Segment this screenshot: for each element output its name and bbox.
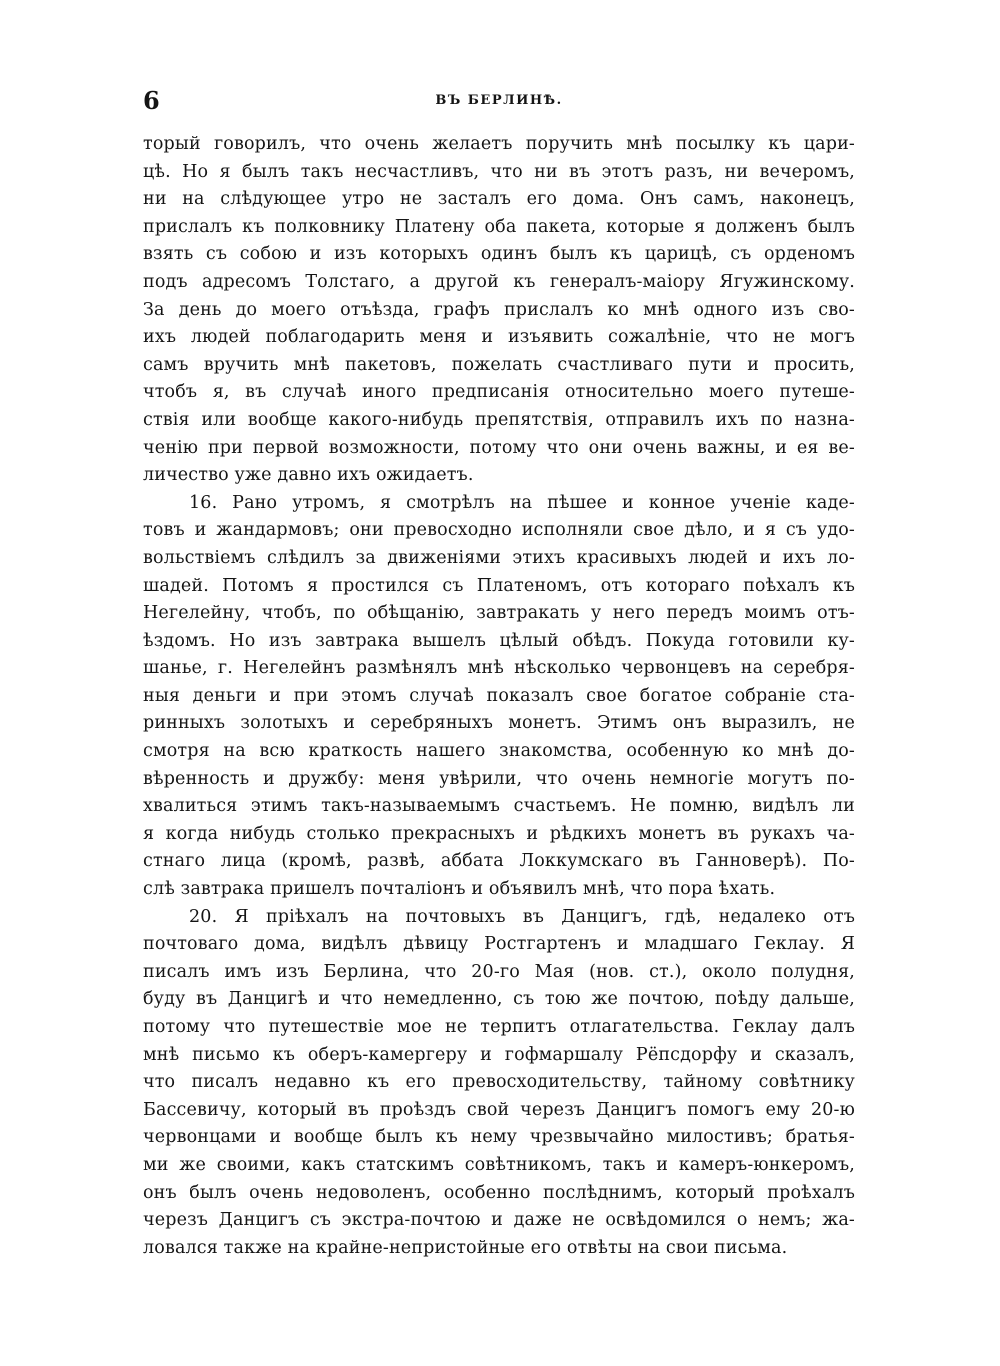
- text-line: что писалъ недавно къ его превосходительству, тайному совѣтнику: [143, 1072, 855, 1093]
- text-line: шадей. Потомъ я простился съ Платеномъ, отъ котораго поѣхалъ къ: [143, 575, 855, 596]
- paragraph: [143, 131, 855, 490]
- text-line: ихъ людей поблагодарить меня и изъявить сожалѣніе, что не могъ: [143, 327, 855, 348]
- paragraph: [143, 490, 855, 904]
- text-line: ченію при первой возможности, потому что они очень важны, и ея ве-: [143, 437, 855, 458]
- text-line: Негелейну, чтобъ, по обѣщанію, завтракать у него передъ моимъ отъ-: [143, 603, 855, 624]
- text-line: стнаго лица (кромѣ, развѣ, аббата Локкумскаго въ Ганноверѣ). По-: [143, 851, 855, 872]
- text-line: цѣ. Но я былъ такъ несчастливъ, что ни въ этотъ разъ, ни вечеромъ,: [143, 161, 855, 182]
- text-line: буду въ Данцигѣ и что немедленно, съ тою же почтою, поѣду дальше,: [143, 989, 855, 1010]
- text-line: ѣздомъ. Но изъ завтрака вышелъ цѣлый обѣдъ. Покуда готовили ку-: [143, 630, 855, 651]
- text-line: торый говорилъ, что очень желаетъ поручить мнѣ посылку къ цари-: [143, 134, 855, 154]
- text-line: товъ и жандармовъ; они превосходно исполняли свое дѣло, и я съ удо-: [143, 520, 855, 541]
- text-line: ринныхъ золотыхъ и серебряныхъ монетъ. Этимъ онъ выразилъ, не: [143, 713, 855, 734]
- text-line: черезъ Данцигъ съ экстра-почтою и даже не освѣдомился о немъ; жа-: [143, 1210, 855, 1231]
- paragraph: [143, 904, 855, 1263]
- text-line: червонцами и вообще былъ къ нему чрезвычайно милостивъ; братья-: [143, 1127, 855, 1148]
- text-line: За день до моего отъѣзда, графъ прислалъ ко мнѣ одного изъ сво-: [143, 299, 855, 320]
- text-line: ни на слѣдующее утро не засталъ его дома. Онъ самъ, наконецъ,: [143, 189, 855, 210]
- text-line: хвалиться этимъ такъ-называемымъ счастьемъ. Не помню, видѣлъ ли: [143, 796, 855, 817]
- text-line: ловался также на крайне-непристойные его отвѣты на свои письма.: [143, 1237, 788, 1258]
- text-line: ми же своими, какъ статскимъ совѣтникомъ, такъ и камеръ-юнкеромъ,: [143, 1154, 855, 1175]
- running-head: ВЪ БЕРЛИНѢ.: [435, 93, 563, 108]
- text-line: вольствіемъ слѣдилъ за движеніями этихъ красивыхъ людей и ихъ ло-: [143, 547, 855, 568]
- text-line: чтобъ я, въ случаѣ иного предписанія относительно моего путеше-: [143, 382, 855, 403]
- text-line: почтоваго дома, видѣлъ дѣвицу Ростгартенъ и младшаго Геклау. Я: [143, 934, 855, 955]
- text-line: смотря на всю краткость нашего знакомства, особенную ко мнѣ до-: [143, 741, 855, 762]
- text-line: шанье, г. Негелейнъ размѣнялъ мнѣ нѣсколько червонцевъ на серебря-: [143, 658, 855, 679]
- text-line: онъ былъ очень недоволенъ, особенно послѣднимъ, который проѣхалъ: [143, 1182, 855, 1203]
- text-line: мнѣ письмо къ оберъ-камергеру и гофмаршалу Рёпсдорфу и сказалъ,: [143, 1044, 855, 1065]
- text-line: подъ адресомъ Толстаго, а другой къ генералъ-маіору Ягужинскому.: [143, 271, 855, 292]
- text-line: слѣ завтрака пришелъ почталіонъ и объявилъ мнѣ, что пора ѣхать.: [143, 879, 776, 900]
- text-line: 20. Я пріѣхалъ на почтовыхъ въ Данцигъ, гдѣ, недалеко отъ: [189, 906, 855, 927]
- page-number: 6: [143, 86, 160, 115]
- body-text: [143, 131, 855, 1262]
- page-header: [143, 86, 855, 116]
- text-line: писалъ имъ изъ Берлина, что 20-го Мая (нов. ст.), около полудня,: [143, 961, 855, 982]
- text-line: самъ вручить мнѣ пакетовъ, пожелать счастливаго пути и просить,: [143, 354, 855, 375]
- text-line: 16. Рано утромъ, я смотрѣлъ на пѣшее и конное ученіе каде-: [189, 492, 855, 513]
- text-line: ныя деньги и при этомъ случаѣ показалъ свое богатое собраніе ста-: [143, 685, 855, 706]
- text-line: вѣренность и дружбу: меня увѣрили, что очень немногіе могутъ по-: [143, 768, 855, 789]
- text-line: прислалъ къ полковнику Платену оба пакета, которые я долженъ былъ: [143, 216, 855, 237]
- text-line: я когда нибудь столько прекрасныхъ и рѣдкихъ монетъ въ рукахъ ча-: [143, 823, 855, 844]
- text-line: взять съ собою и изъ которыхъ одинъ былъ къ царицѣ, съ орденомъ: [143, 244, 855, 265]
- text-line: личество уже давно ихъ ожидаетъ.: [143, 465, 474, 486]
- text-line: Бассевичу, который въ проѣздъ свой черезъ Данцигъ помогъ ему 20-ю: [143, 1099, 855, 1120]
- text-line: потому что путешествіе мое не терпитъ отлагательства. Геклау далъ: [143, 1017, 855, 1037]
- text-line: ствія или вообще какого-нибудь препятствія, отправилъ ихъ по назна-: [143, 409, 855, 430]
